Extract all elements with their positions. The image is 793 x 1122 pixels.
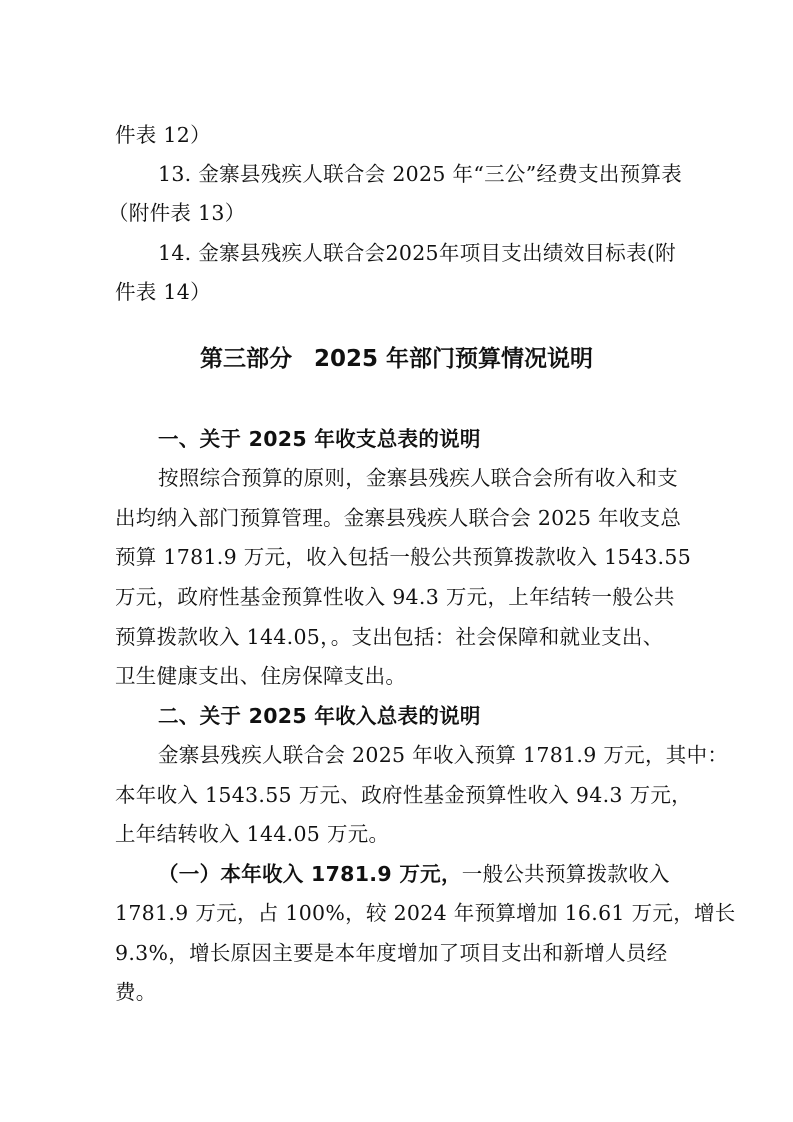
section-1-paragraph-line: 万元，政府性基金预算性收入 94.3 万元，上年结转一般公共 (115, 585, 675, 609)
list-item-13-tail: （附件表 13） (108, 201, 246, 225)
list-item-13: 13. 金寨县残疾人联合会 2025 年“三公”经费支出预算表 (158, 162, 683, 186)
section-1-paragraph-line: 按照综合预算的原则，金寨县残疾人联合会所有收入和支 (158, 466, 678, 490)
section-1-paragraph-line: 出均纳入部门预算管理。金寨县残疾人联合会 2025 年收支总 (115, 506, 682, 530)
section-1-paragraph-line: 卫生健康支出、住房保障支出。 (115, 664, 407, 688)
section-2-paragraph-line: 本年收入 1543.55 万元、政府性基金预算性收入 94.3 万元， (115, 783, 692, 807)
section-2-paragraph-line: 上年结转收入 144.05 万元。 (115, 822, 390, 846)
section-2-paragraph-line: 1781.9 万元，占 100%，较 2024 年预算增加 16.61 万元，增长 (115, 901, 736, 925)
section-1-paragraph-line: 预算 1781.9 万元，收入包括一般公共预算拨款收入 1543.55 (115, 545, 692, 569)
section-2-subsection-1 (158, 861, 670, 887)
section-2-heading: 二、关于 2025 年收入总表的说明 (158, 704, 481, 728)
list-item-14-tail: 件表 14） (115, 280, 211, 304)
list-item-14: 14. 金寨县残疾人联合会2025年项目支出绩效目标表(附 (158, 241, 676, 265)
part-title-label: 第三部分 (199, 346, 292, 372)
part-title-text: 2025 年部门预算情况说明 (313, 346, 594, 372)
section-1-heading: 一、关于 2025 年收支总表的说明 (158, 427, 481, 451)
list-item-12-tail: 件表 12） (115, 123, 211, 147)
subsection-1-heading: （一）本年收入 1781.9 万元， (158, 862, 462, 886)
subsection-1-text: 一般公共预算拨款收入 (461, 862, 670, 886)
section-2-paragraph-line: 9.3%，增长原因主要是本年度增加了项目支出和新增人员经 (115, 941, 668, 965)
section-2-paragraph-line: 费。 (115, 980, 157, 1004)
section-2-paragraph-line: 金寨县残疾人联合会 2025 年收入预算 1781.9 万元，其中： (158, 743, 729, 767)
part-title (0, 344, 793, 374)
section-1-paragraph-line: 预算拨款收入 144.05，。支出包括：社会保障和就业支出、 (115, 625, 664, 649)
